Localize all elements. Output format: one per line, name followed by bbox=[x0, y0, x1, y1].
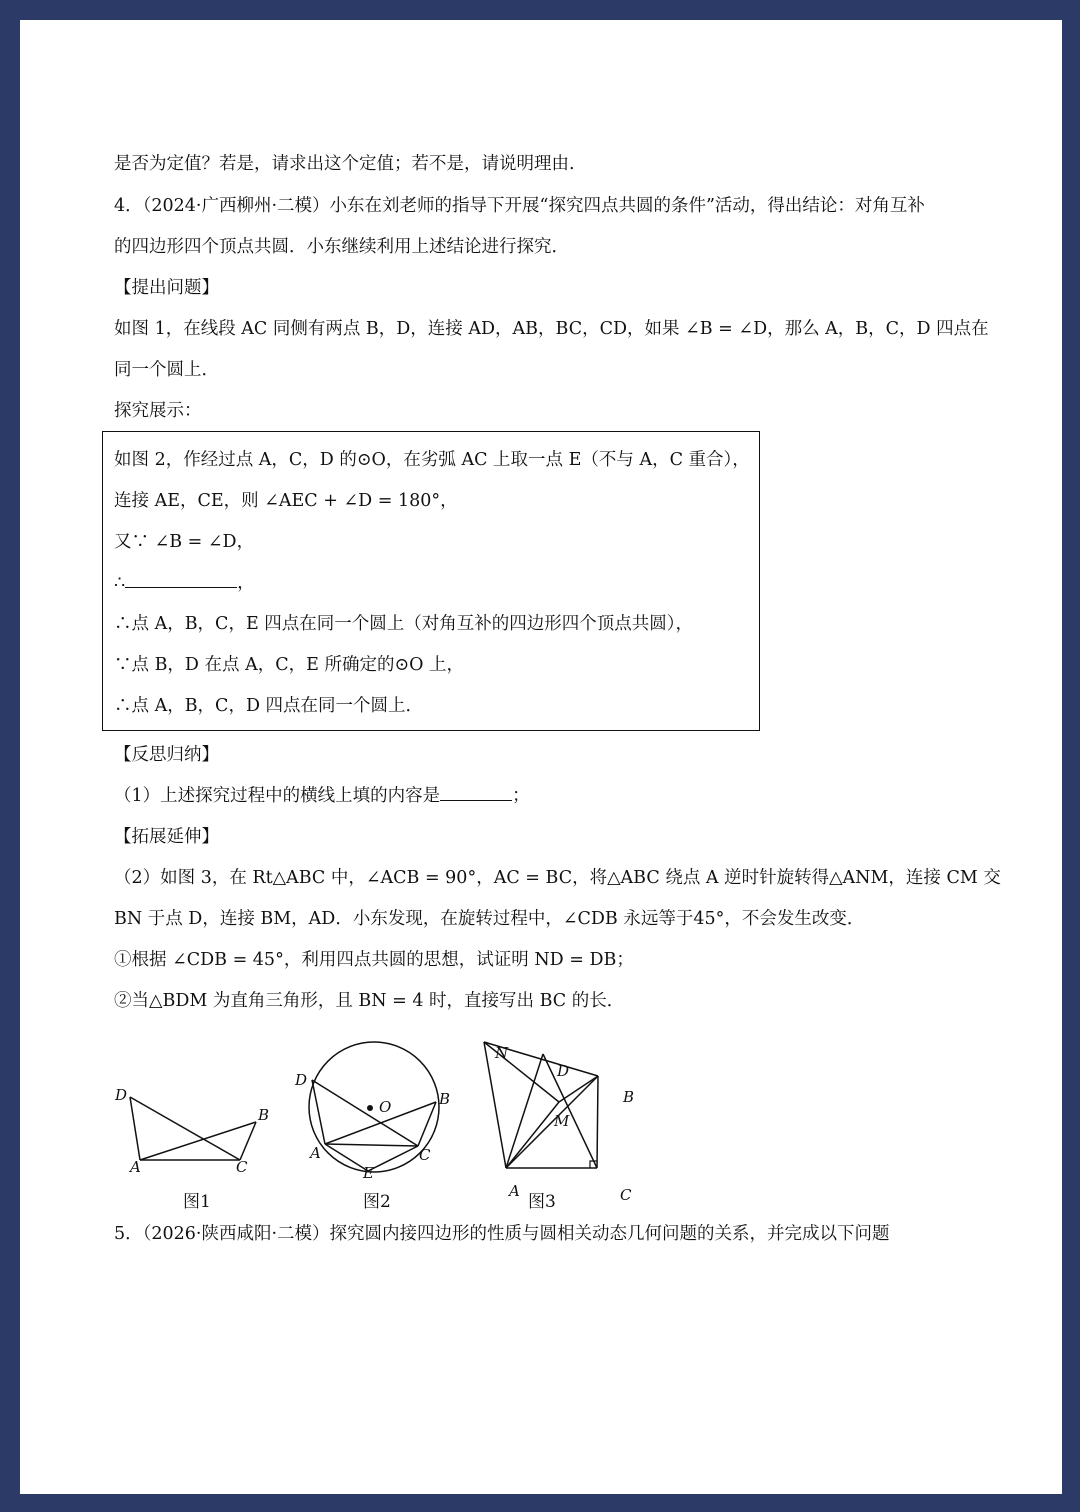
figure-3-caption: 图3 bbox=[528, 1192, 556, 1212]
fig2-segment-dc bbox=[312, 1080, 418, 1146]
problem4-line2: 的四边形四个顶点共圆．小东继续利用上述结论进行探究． bbox=[114, 237, 569, 257]
fig2-label-d: D bbox=[295, 1071, 308, 1089]
fig3-label-n: N bbox=[495, 1044, 509, 1062]
section-question-heading: 【提出问题】 bbox=[114, 278, 219, 298]
proof-blank-suffix: ， bbox=[237, 573, 255, 593]
fig1-segment-ab bbox=[140, 1122, 256, 1160]
figure-2 bbox=[290, 1030, 460, 1180]
fig3-label-c: C bbox=[620, 1186, 632, 1204]
figure-2-caption: 图2 bbox=[363, 1192, 391, 1212]
explore-label: 探究展示： bbox=[114, 401, 202, 421]
problem4-line1: 4．（2024·广西柳州·二模）小东在刘老师的指导下开展“探究四点共圆的条件”活动，得出结论：对角互补 bbox=[114, 196, 925, 216]
fig3-segment-ad bbox=[506, 1054, 543, 1168]
fig1-label-b: B bbox=[258, 1106, 270, 1124]
fig3-segment-ab bbox=[506, 1076, 598, 1168]
q1-suffix: ； bbox=[512, 786, 530, 806]
section-reflect-heading: 【反思归纳】 bbox=[114, 745, 219, 765]
fig2-label-b: B bbox=[439, 1090, 451, 1108]
fig2-center-point bbox=[367, 1105, 373, 1111]
q1-answer-blank[interactable] bbox=[440, 784, 512, 801]
proof-line-3: 又∵ ∠B = ∠D， bbox=[114, 532, 255, 552]
section-extend-heading: 【拓展延伸】 bbox=[114, 827, 219, 847]
proof-box bbox=[102, 431, 760, 731]
problem5-line1: 5．（2026·陕西咸阳·二模）探究圆内接四边形的性质与圆相关动态几何问题的关系，并完成以下问题 bbox=[114, 1224, 890, 1244]
fig2-label-a: A bbox=[310, 1144, 321, 1162]
fig2-segment-ac bbox=[325, 1144, 418, 1146]
therefore-symbol: ∴ bbox=[114, 573, 126, 593]
q2-line2: BN 于点 D，连接 BM，AD．小东发现，在旋转过程中，∠CDB 永远等于45°，不会发生改变． bbox=[114, 909, 865, 929]
question-line2: 同一个圆上． bbox=[114, 360, 219, 380]
fig3-segment-am bbox=[506, 1102, 559, 1168]
q2-sub1: ①根据 ∠CDB = 45°，利用四点共圆的思想，试证明 ND = DB； bbox=[114, 950, 634, 970]
q2-line1: （2）如图 3，在 Rt△ABC 中，∠ACB = 90°，AC = BC，将△ABC 绕点 A 逆时针旋转得△ANM，连接 CM 交 bbox=[114, 868, 1001, 888]
proof-line-1: 如图 2，作经过点 A，C，D 的⊙O，在劣弧 AC 上取一点 E（不与 A，C 重合）， bbox=[114, 450, 750, 470]
figure-1 bbox=[110, 1082, 280, 1176]
question-line1: 如图 1，在线段 AC 同侧有两点 B，D，连接 AD，AB，BC，CD，如果 ∠B = ∠D，那么 A，B，C，D 四点在 bbox=[114, 319, 989, 339]
fig1-label-d: D bbox=[115, 1086, 128, 1104]
q1-line bbox=[114, 784, 530, 808]
fig3-label-d: D bbox=[557, 1062, 570, 1080]
proof-answer-blank[interactable] bbox=[125, 571, 237, 588]
fig1-label-c: C bbox=[236, 1158, 248, 1176]
figure-1-caption: 图1 bbox=[183, 1192, 211, 1212]
proof-line-6: ∵点 B，D 在点 A，C，E 所确定的⊙O 上， bbox=[114, 655, 465, 675]
fig1-segment-da bbox=[130, 1097, 140, 1160]
q1-prefix: （1）上述探究过程中的横线上填的内容是 bbox=[114, 786, 441, 806]
fig3-label-m: M bbox=[554, 1112, 570, 1130]
fig2-label-e: E bbox=[363, 1164, 374, 1182]
fig3-label-a: A bbox=[509, 1182, 520, 1200]
fig2-segment-cb bbox=[418, 1102, 436, 1146]
fig2-label-c: C bbox=[419, 1146, 431, 1164]
proof-line-2: 连接 AE，CE，则 ∠AEC + ∠D = 180°， bbox=[114, 491, 458, 511]
fig2-label-o: O bbox=[379, 1098, 392, 1116]
fig3-label-b: B bbox=[623, 1088, 635, 1106]
fig3-segment-cb bbox=[597, 1076, 598, 1168]
fig2-segment-da bbox=[312, 1080, 325, 1144]
proof-line-7: ∴点 A，B，C，D 四点在同一个圆上． bbox=[114, 696, 424, 716]
intro-line: 是否为定值？若是，请求出这个定值；若不是，请说明理由. bbox=[114, 154, 575, 174]
fig1-segment-cb bbox=[240, 1122, 256, 1160]
fig2-segment-ec bbox=[368, 1146, 418, 1171]
fig2-segment-ae bbox=[325, 1144, 368, 1171]
document-page bbox=[20, 20, 1062, 1494]
proof-line-4 bbox=[114, 571, 255, 595]
fig1-segment-dc bbox=[130, 1097, 240, 1160]
fig1-label-a: A bbox=[130, 1158, 141, 1176]
q2-sub2: ②当△BDM 为直角三角形，且 BN = 4 时，直接写出 BC 的长． bbox=[114, 991, 625, 1011]
proof-line-5: ∴点 A，B，C，E 四点在同一个圆上（对角互补的四边形四个顶点共圆）， bbox=[114, 614, 694, 634]
